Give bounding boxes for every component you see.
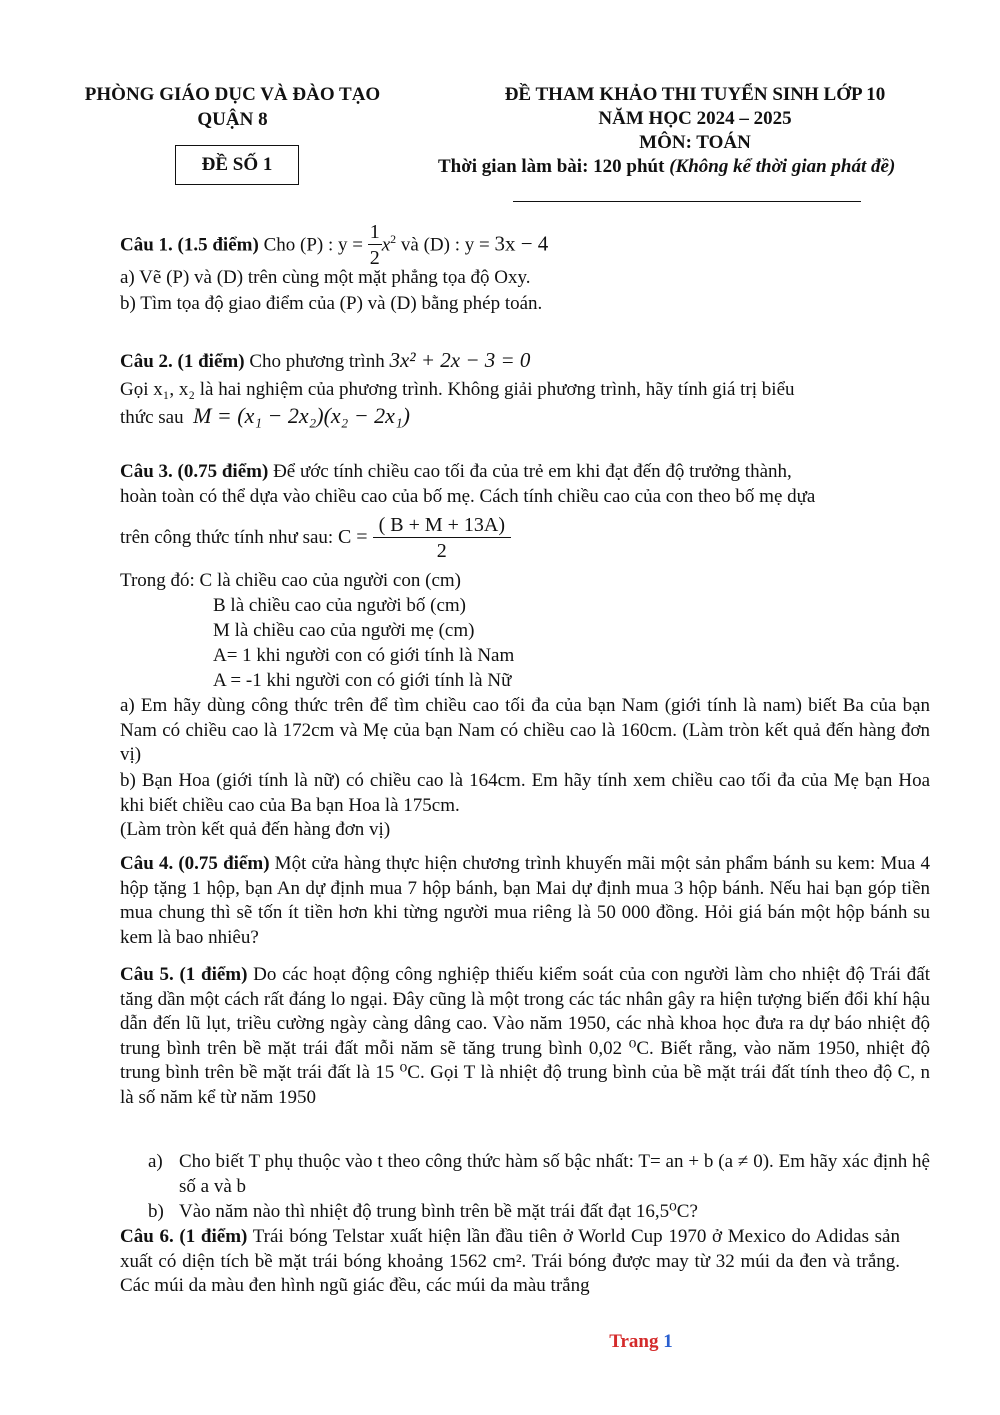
exam-code-box (175, 145, 299, 185)
page-word: Trang (609, 1331, 659, 1352)
q5-statement (120, 963, 930, 1110)
q2-intro: Cho phương trình (244, 351, 390, 372)
q3-formula-lhs: C = (337, 526, 373, 548)
exam-title: ĐỀ THAM KHẢO THI TUYỂN SINH LỚP 10 (504, 84, 886, 105)
q3-part-b: b) Bạn Hoa (giới tính là nữ) có chiều cao là 164cm. Em hãy tính xem chiều cao tối đa của Mẹ bạn Hoa khi biết chiều cao của Ba bạn Hoa là 175cm. (120, 770, 930, 816)
q3-formula-intro: trên công thức tính như sau: (120, 527, 338, 548)
header-divider (513, 201, 861, 202)
q3-formula-num: ( B + M + 13A) (373, 513, 511, 538)
q6-title: Câu 6. (1 điểm) (120, 1226, 248, 1247)
subject: MÔN: TOÁN (639, 132, 751, 153)
page-footer (0, 1331, 1000, 1353)
q1-title: Câu 1. (1.5 điểm) (120, 234, 259, 256)
q1-d-expr: 3x − 4 (494, 231, 549, 256)
q2-equation: 3x² + 2x − 3 = 0 (389, 348, 531, 372)
q2-line2: Gọi x₁, x₂ là hai nghiệm của phương trình. Không giải phương trình, hãy tính giá trị biểu (120, 379, 795, 400)
q3-formula-line (120, 512, 511, 564)
q6-statement (120, 1225, 900, 1299)
q1-part-a: a) Vẽ (P) và (D) trên cùng một mặt phẳng tọa độ Oxy. (120, 267, 531, 288)
q3-fraction (373, 513, 511, 564)
q1-intro: Cho (P) : y = (258, 234, 368, 256)
q3-def-a-male: A= 1 khi người con có giới tính là Nam (213, 645, 515, 666)
q1-statement (120, 214, 548, 271)
duration-note: (Không kể thời gian phát đề) (669, 156, 896, 177)
q2-statement (120, 348, 530, 374)
exam-duration (438, 156, 895, 178)
q4-title: Câu 4. (0.75 điểm) (120, 853, 270, 874)
q3-where: Trong đó: C là chiều cao của người con (cm) (120, 570, 461, 591)
q1-fraction (368, 220, 382, 271)
q2-line3 (120, 404, 410, 430)
q2-line3-text: thức sau (120, 407, 189, 428)
q5-title: Câu 5. (1 điểm) (120, 964, 248, 985)
q3-line1-text: Để ước tính chiều cao tối đa của trẻ em khi đạt đến độ trưởng thành, (268, 461, 792, 482)
q5-part-a-text: Cho biết T phụ thuộc vào t theo công thức hàm số bậc nhất: T= an + b (a ≠ 0). Em hãy xác định hệ số a và b (179, 1151, 930, 1197)
q3-formula-den: 2 (436, 540, 447, 563)
district-name: QUẬN 8 (197, 109, 268, 130)
q1-p-exp: 2 (390, 232, 397, 246)
q3-def-a-female: A = -1 khi người con có giới tính là Nữ (213, 670, 512, 691)
q4-text: Một cửa hàng thực hiện chương trình khuyến mãi một sản phẩm bánh su kem: Mua 4 hộp tặng 1 hộp, bạn An dự định mua 7 hộp bánh, bạn Mai dự định mua 3 hộp bánh. Nếu hai bạn góp tiền mua chung thì sẽ tốn ít tiền hơn khi từng người mua riêng là 50 000 đồng. Hỏi giá bán một hộp bánh su kem là bao nhiêu? (120, 853, 930, 948)
q3-part-a: a) Em hãy dùng công thức trên để tìm chiều cao tối đa của bạn Nam (giới tính là nam) biết Ba của bạn Nam có chiều cao là 172cm và Mẹ của bạn Nam có chiều cao là 160cm. (Làm tròn kết quả đến hàng đơn vị) (120, 695, 930, 765)
q1-part-b: b) Tìm tọa độ giao điểm của (P) và (D) bằng phép toán. (120, 293, 543, 314)
q3-def-b: B là chiều cao của người bố (cm) (213, 595, 467, 616)
q3-title: Câu 3. (0.75 điểm) (120, 461, 269, 482)
exam-code: ĐỀ SỐ 1 (201, 154, 273, 175)
q4-statement (120, 852, 930, 950)
q1-and: và (D) : y = (396, 234, 495, 256)
q3-line2: hoàn toàn có thể dựa vào chiều cao của bố mẹ. Cách tính chiều cao của con theo bố mẹ dựa (120, 486, 816, 507)
q3-def-m: M là chiều cao của người mẹ (cm) (213, 620, 475, 641)
q3-part-b-note: (Làm tròn kết quả đến hàng đơn vị) (120, 819, 391, 840)
school-year: NĂM HỌC 2024 – 2025 (598, 108, 792, 129)
page-number: 1 (663, 1331, 673, 1352)
q2-expression: M = (x₁ − 2x₂)(x₂ − 2x₁) (193, 403, 410, 428)
q5-part-b-label: b) (148, 1201, 164, 1222)
q5-part-b-text: Vào năm nào thì nhiệt độ trung bình trên bề mặt trái đất đạt 16,5⁰C? (179, 1201, 698, 1222)
q5-text: Do các hoạt động công nghiệp thiếu kiểm soát của con người làm cho nhiệt độ Trái đất tăng dần một cách rất đáng lo ngại. Đây cũng là một trong các tác nhân gây ra hiện tượng biến đổi khí hậu dẫn đến lũ lụt, triều cường ngày càng dâng cao. Vào năm 1950, các nhà khoa học đưa ra dự báo nhiệt độ trung bình trên bề mặt trái đất mỗi năm sẽ tăng trung bình 0,02 ⁰C. Biết rằng, vào năm 1950, nhiệt độ trung bình trên bề mặt trái đất là 15 ⁰C. Gọi T là nhiệt độ trung bình của bề mặt trái đất tính theo độ C, n là số năm kể từ năm 1950 (120, 964, 930, 1108)
q1-frac-num: 1 (369, 221, 380, 244)
department-name: PHÒNG GIÁO DỤC VÀ ĐÀO TẠO (84, 84, 381, 105)
q6-text: Trái bóng Telstar xuất hiện lần đầu tiên ở World Cup 1970 ở Mexico do Adidas sản xuất có diện tích bề mặt trái bóng khoảng 1562 cm². Trái bóng được may từ 32 múi da đen và trắng. Các múi da màu đen hình ngũ giác đều, các múi da màu trắng (120, 1226, 900, 1296)
q5-part-a-label: a) (148, 1151, 163, 1172)
q2-title: Câu 2. (1 điểm) (120, 351, 245, 372)
duration-text: Thời gian làm bài: 120 phút (438, 156, 665, 177)
q3-line1 (120, 460, 792, 484)
q1-frac-den: 2 (369, 247, 380, 270)
q1-p-var: x (381, 234, 391, 256)
